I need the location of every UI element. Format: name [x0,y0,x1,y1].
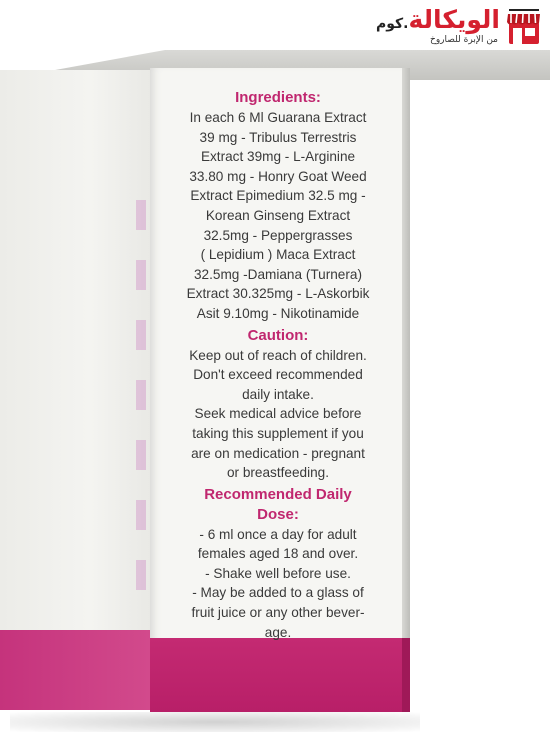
dose-line: - May be added to a glass of [192,585,364,601]
logo-suffix: .كوم [376,16,409,32]
ingredients-line: 32.5mg -Damiana (Turnera) [194,266,362,282]
box-right-edge [402,68,410,712]
box-left-side [0,70,150,710]
ingredients-line: 39 mg - Tribulus Terrestris [199,129,357,145]
ingredients-heading: Ingredients: [235,89,321,106]
caution-line: Don't exceed recommended [193,367,363,383]
ingredients-text [160,108,396,324]
ingredients-line: Extract 39mg - L-Arginine [200,149,356,165]
ingredients-line: 32.5mg - Peppergrasses [203,227,353,243]
site-logo[interactable] [332,6,542,50]
dose-line: fruit juice or any other bever- [191,605,365,621]
ingredients-line: In each 6 Ml Guarana Extract [189,110,367,125]
caution-line: are on medication - pregnant [191,445,365,461]
dose-heading-line2: Dose: [257,505,299,523]
caution-line: or breastfeeding. [226,465,330,481]
ingredients-line: Korean Ginseng Extract [205,207,351,223]
dose-line: - 6 ml once a day for adult [199,526,357,542]
dose-line: - Shake well before use. [205,565,351,581]
caution-heading: Caution: [247,326,309,344]
front-panel-pink-band [150,638,402,712]
caution-text [160,346,396,483]
logo-tagline: من الإبرة للصاروخ [430,35,498,45]
caution-line: Keep out of reach of children. [189,347,367,363]
ingredients-line: Asit 9.10mg - Nikotinamide [196,305,360,321]
box-shadow [10,712,420,732]
ingredients-line: ( Lepidium ) Maca Extract [200,247,356,263]
side-panel-pink-band [0,630,150,710]
caution-line: taking this supplement if you [192,425,364,441]
ingredients-line: 33.80 mg - Honry Goat Weed [189,168,367,184]
logo-wordmark [376,6,500,38]
dose-line: age. [264,624,292,640]
dose-heading-line1: Recommended Daily [204,485,352,503]
caution-line: Seek medical advice before [194,406,362,422]
box-label [160,88,396,642]
ingredients-line: Extract Epimedium 32.5 mg - [190,188,366,204]
right-edge-pink-band [402,638,410,712]
storefront-icon [506,8,542,46]
ingredients-line: Extract 30.325mg - L-Askorbik [186,286,370,302]
dose-line: females aged 18 and over. [197,546,359,562]
caution-line: daily intake. [242,386,314,402]
side-panel-graphic [136,170,146,610]
logo-brand: الويكالة [408,5,500,34]
dose-text [160,525,396,643]
